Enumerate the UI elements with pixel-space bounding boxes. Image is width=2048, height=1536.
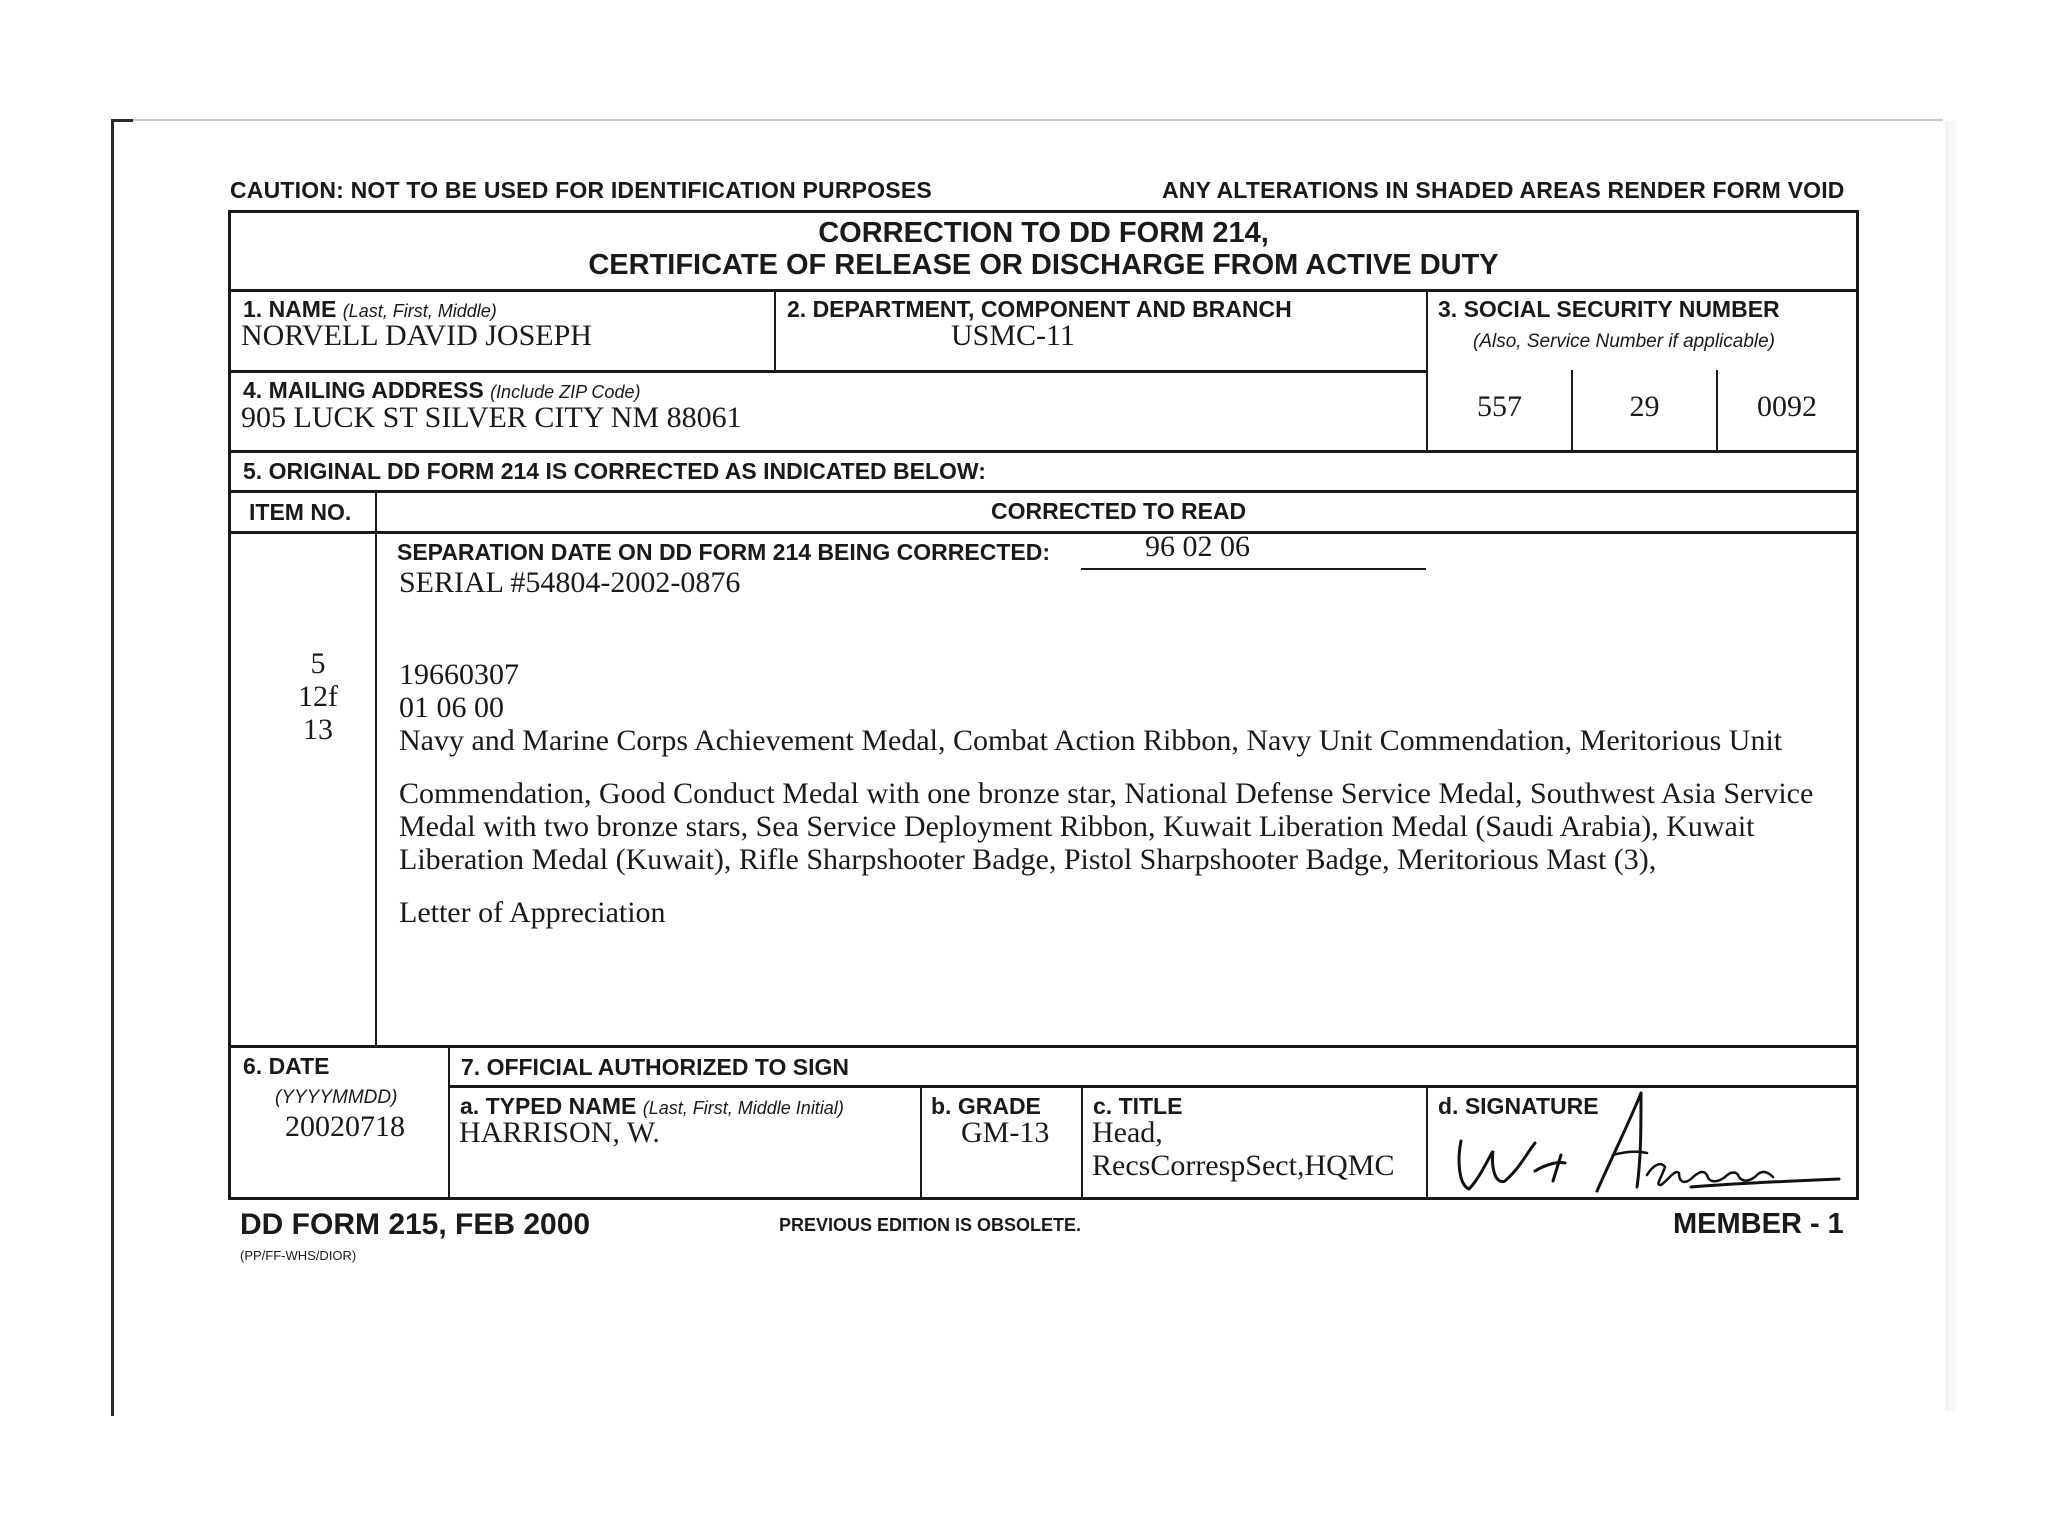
grade-value: GM-13: [961, 1116, 1050, 1149]
ssn-part-3: 0092: [1757, 390, 1817, 423]
official-label: 7. OFFICIAL AUTHORIZED TO SIGN: [461, 1054, 850, 1080]
divider: [231, 370, 1427, 373]
signature-label: d. SIGNATURE: [1438, 1093, 1599, 1119]
title-value-1: Head,: [1092, 1116, 1163, 1149]
handwritten-signature: [1441, 1089, 1851, 1201]
ssn-label: 3. SOCIAL SECURITY NUMBER: [1438, 296, 1780, 322]
item-12f-value: 01 06 00: [399, 691, 504, 724]
item-number: 12f: [298, 680, 338, 713]
address-label-text: 4. MAILING ADDRESS: [243, 377, 484, 403]
date-value: 20020718: [285, 1110, 405, 1143]
paper-edge: [111, 120, 114, 1416]
address-hint: (Include ZIP Code): [490, 382, 641, 402]
copy-designation: MEMBER - 1: [1673, 1208, 1844, 1240]
caution-caption: CAUTION: NOT TO BE USED FOR IDENTIFICATION PURPOSES: [230, 177, 932, 203]
ssn-part-1: 557: [1477, 390, 1522, 423]
paper-corner: [111, 119, 133, 122]
divider: [920, 1086, 922, 1200]
alteration-warning: ANY ALTERATIONS IN SHADED AREAS RENDER FORM VOID: [1162, 177, 1845, 203]
divider: [1081, 1086, 1083, 1200]
divider: [774, 290, 776, 372]
divider: [231, 490, 1856, 493]
separation-date-value: 96 02 06: [1145, 530, 1250, 563]
ssn-hint: (Also, Service Number if applicable): [1473, 331, 1776, 352]
corrected-header: CORRECTED TO READ: [991, 498, 1247, 524]
item-5-value: 19660307: [399, 658, 519, 691]
item-13-line-3: Medal with two bronze stars, Sea Service Deployment Ribbon, Kuwait Liberation Medal (Saudi Arabia), Kuwait: [399, 810, 1755, 843]
item-13-line-1: Navy and Marine Corps Achievement Medal, Combat Action Ribbon, Navy Unit Commendation, Meritorious Unit: [399, 724, 1783, 757]
department-value: USMC-11: [951, 319, 1075, 352]
typed-name-value: HARRISON, W.: [459, 1116, 660, 1149]
divider: [1426, 290, 1428, 452]
item-13-line-2: Commendation, Good Conduct Medal with one bronze star, National Defense Service Medal, Southwest Asia Service: [399, 777, 1814, 810]
form-id: DD FORM 215, FEB 2000: [240, 1208, 591, 1241]
divider: [231, 450, 1856, 453]
dd-form-215: [228, 210, 1859, 1200]
item-numbers: [288, 647, 348, 746]
divider: [231, 531, 1856, 534]
separation-date-underline: [1081, 568, 1426, 570]
address-label: [243, 377, 640, 404]
item-13-line-5: Letter of Appreciation: [399, 896, 666, 929]
serial-number: SERIAL #54804-2002-0876: [399, 566, 741, 599]
divider: [1426, 1086, 1428, 1200]
divider: [375, 491, 377, 1047]
typed-name-label-text: a. TYPED NAME: [460, 1093, 637, 1119]
paper-edge: [113, 119, 1943, 121]
previous-edition-note: PREVIOUS EDITION IS OBSOLETE.: [779, 1215, 1082, 1235]
typed-name-hint: (Last, First, Middle Initial): [642, 1098, 844, 1118]
department-label: 2. DEPARTMENT, COMPONENT AND BRANCH: [787, 296, 1292, 322]
date-hint: (YYYYMMDD): [275, 1087, 398, 1108]
form-title: [231, 217, 1856, 281]
separation-date-label: SEPARATION DATE ON DD FORM 214 BEING CORRECTED:: [397, 539, 1050, 565]
divider: [231, 1045, 1856, 1048]
divider: [448, 1085, 1856, 1088]
title-label: c. TITLE: [1093, 1093, 1183, 1119]
title-value-2: RecsCorrespSect,HQMC: [1092, 1149, 1395, 1182]
form-title-line1: CORRECTION TO DD FORM 214,: [818, 217, 1269, 249]
grade-label: b. GRADE: [931, 1093, 1041, 1119]
address-value: 905 LUCK ST SILVER CITY NM 88061: [241, 401, 742, 434]
divider: [448, 1046, 450, 1200]
form-title-line2: CERTIFICATE OF RELEASE OR DISCHARGE FROM ACTIVE DUTY: [588, 249, 1499, 281]
item-no-header: ITEM NO.: [249, 499, 352, 525]
date-label: 6. DATE: [243, 1053, 330, 1079]
divider: [231, 289, 1856, 292]
form-code: (PP/FF-WHS/DIOR): [240, 1248, 357, 1263]
name-value: NORVELL DAVID JOSEPH: [241, 319, 592, 352]
item-13-line-4: Liberation Medal (Kuwait), Rifle Sharpshooter Badge, Pistol Sharpshooter Badge, Meritorious Mast (3),: [399, 843, 1657, 876]
ssn-part-2: 29: [1629, 390, 1660, 423]
paper-edge: [1945, 121, 1957, 1411]
item-number: 13: [303, 713, 333, 746]
name-label-text: 1. NAME: [243, 296, 337, 322]
name-hint: (Last, First, Middle): [342, 301, 497, 321]
item-number: 5: [310, 647, 326, 680]
correction-label: 5. ORIGINAL DD FORM 214 IS CORRECTED AS INDICATED BELOW:: [243, 458, 986, 484]
